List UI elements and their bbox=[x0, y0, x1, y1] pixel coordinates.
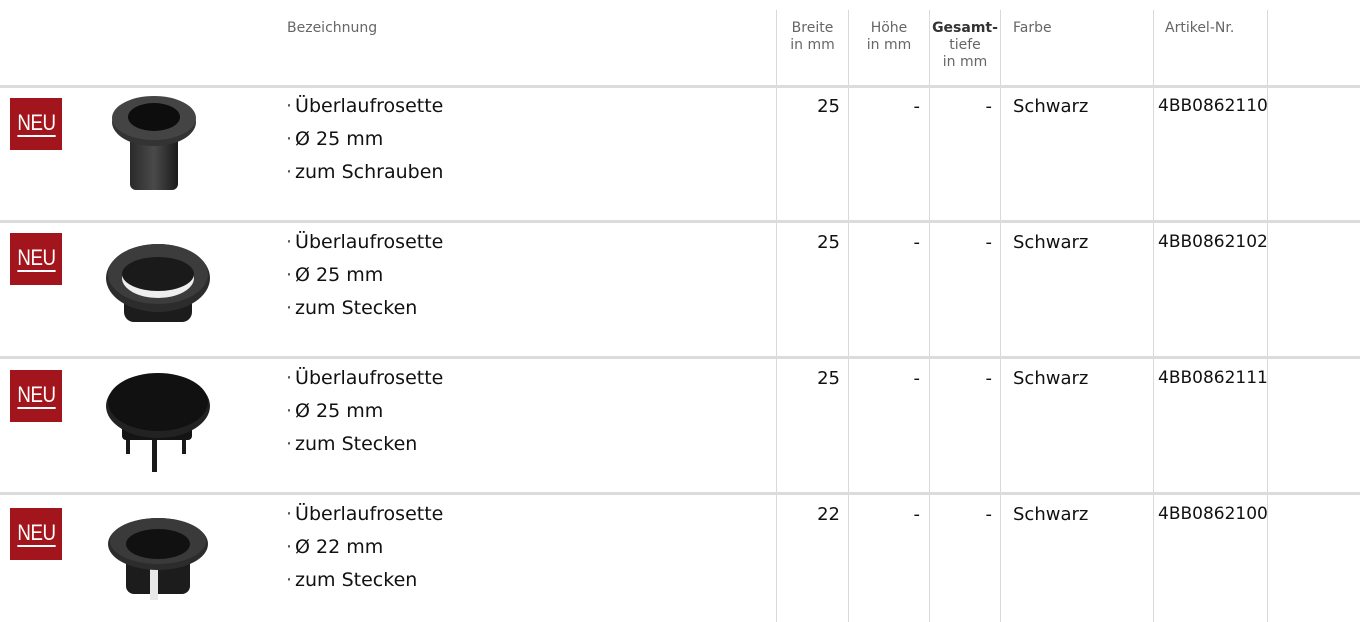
header-breite-line1: Breite bbox=[791, 20, 834, 36]
header-artikel: Artikel-Nr. bbox=[1165, 20, 1235, 36]
description-line: · Überlaufrosette bbox=[286, 503, 444, 525]
header-gesamttiefe-line1: Gesamt- bbox=[932, 20, 998, 36]
cell-artikel: 4BB0862110 bbox=[1158, 96, 1268, 116]
cell-hoehe: - bbox=[913, 504, 920, 525]
new-badge: NEU bbox=[10, 233, 62, 285]
description-line: · Überlaufrosette bbox=[286, 367, 444, 389]
cell-hoehe: - bbox=[913, 368, 920, 389]
header-gesamttiefe-line3: in mm bbox=[942, 54, 988, 70]
header-farbe: Farbe bbox=[1013, 20, 1052, 36]
cell-breite: 25 bbox=[817, 96, 840, 117]
description-line: · Ø 25 mm bbox=[286, 264, 384, 286]
cell-hoehe: - bbox=[913, 232, 920, 253]
cell-breite: 25 bbox=[817, 368, 840, 389]
description-line: · Ø 25 mm bbox=[286, 128, 384, 150]
description bbox=[286, 362, 443, 461]
description-line: · zum Stecken bbox=[286, 433, 418, 455]
cell-tiefe: - bbox=[985, 232, 992, 253]
cell-farbe: Schwarz bbox=[1013, 368, 1089, 389]
cell-artikel: 4BB0862102 bbox=[1158, 232, 1268, 252]
description-line: · Überlaufrosette bbox=[286, 231, 444, 253]
header-hoehe-line1: Höhe bbox=[870, 20, 908, 36]
cell-farbe: Schwarz bbox=[1013, 96, 1089, 117]
description-line: · zum Schrauben bbox=[286, 161, 444, 183]
description bbox=[286, 90, 443, 189]
header-breite-line2: in mm bbox=[790, 37, 835, 53]
cell-tiefe: - bbox=[985, 504, 992, 525]
cell-breite: 25 bbox=[817, 232, 840, 253]
description-line: · Ø 22 mm bbox=[286, 536, 384, 558]
header-gesamttiefe bbox=[930, 20, 1000, 71]
overflow-rosette-slotted-icon bbox=[100, 508, 220, 618]
row-divider bbox=[0, 492, 1360, 495]
header-hoehe bbox=[849, 20, 929, 54]
cell-hoehe: - bbox=[913, 96, 920, 117]
description bbox=[286, 498, 443, 597]
column-divider bbox=[1000, 10, 1001, 622]
column-divider bbox=[1153, 10, 1154, 622]
row-divider bbox=[0, 220, 1360, 223]
new-badge: NEU bbox=[10, 508, 62, 560]
cell-farbe: Schwarz bbox=[1013, 232, 1089, 253]
header-gesamttiefe-line2: tiefe bbox=[949, 37, 981, 53]
overflow-rosette-cap-icon bbox=[100, 364, 220, 474]
description-line: · zum Stecken bbox=[286, 569, 418, 591]
description bbox=[286, 226, 443, 325]
row-divider bbox=[0, 356, 1360, 359]
description-line: · Ø 25 mm bbox=[286, 400, 384, 422]
description-line: · Überlaufrosette bbox=[286, 95, 444, 117]
cell-breite: 22 bbox=[817, 504, 840, 525]
new-badge: NEU bbox=[10, 370, 62, 422]
new-badge: NEU bbox=[10, 98, 62, 150]
cell-artikel: 4BB0862111 bbox=[1158, 368, 1268, 388]
cell-tiefe: - bbox=[985, 368, 992, 389]
header-breite bbox=[777, 20, 848, 54]
overflow-rosette-screw-icon bbox=[100, 88, 220, 198]
header-bezeichnung: Bezeichnung bbox=[287, 20, 378, 36]
cell-artikel: 4BB0862100 bbox=[1158, 504, 1268, 524]
description-line: · zum Stecken bbox=[286, 297, 418, 319]
cell-tiefe: - bbox=[985, 96, 992, 117]
overflow-rosette-ring-icon bbox=[100, 228, 220, 338]
header-hoehe-line2: in mm bbox=[866, 37, 912, 53]
cell-farbe: Schwarz bbox=[1013, 504, 1089, 525]
